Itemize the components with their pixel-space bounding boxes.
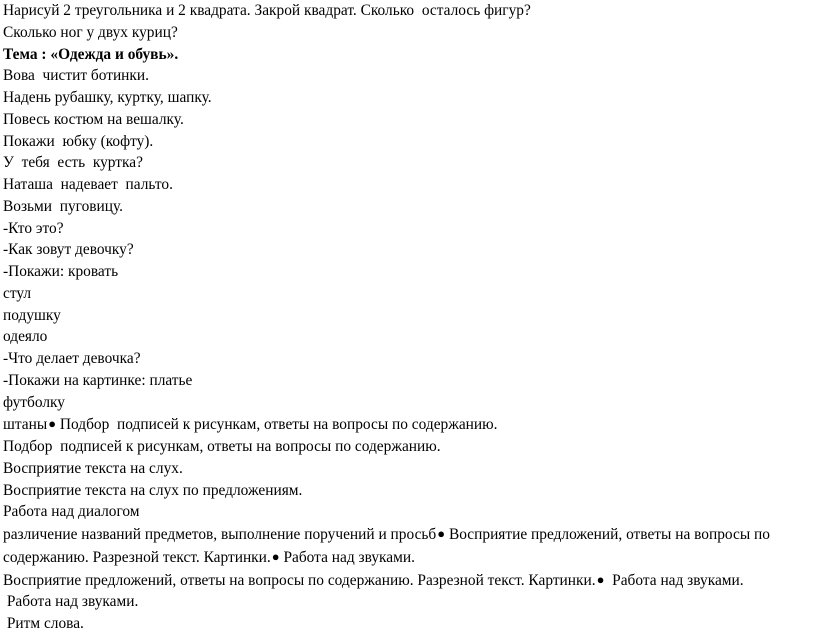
topic-heading: Тема : «Одежда и обувь». <box>3 45 179 63</box>
text-line: Возьми пуговицу. <box>3 197 124 215</box>
text-line: -Кто это? <box>3 219 64 237</box>
text-line: футболку <box>3 393 65 411</box>
text-line: Надень рубашку, куртку, шапку. <box>3 89 212 106</box>
text-line: -Что делает девочка? <box>3 350 141 367</box>
text-line: Сколько ног у двух куриц? <box>3 23 178 41</box>
text-fragment: Восприятие предложений, ответы на вопросы по содержанию. Разрезной текст. Картинки. <box>3 526 770 566</box>
bullet-icon: ● <box>596 571 605 587</box>
bullet-icon: ● <box>48 416 57 432</box>
text-line: Вова чистит ботинки. <box>3 67 149 85</box>
text-fragment: различение названий предметов, выполнение поручений и просьб <box>3 526 437 543</box>
document-page <box>3 0 813 635</box>
text-line: стул <box>3 284 32 302</box>
text-line: Подбор подписей к рисункам, ответы на вопросы по содержанию. <box>3 438 441 455</box>
text-line: Наташа надевает пальто. <box>3 176 173 193</box>
text-line: Восприятие текста на слух. <box>3 459 183 477</box>
text-line: -Покажи на картинке: платье <box>3 371 193 389</box>
bullet-icon: ● <box>437 526 446 541</box>
bullet-icon: ● <box>271 548 280 564</box>
text-line: Повесь костюм на вешалку. <box>3 110 184 128</box>
text-line: подушку <box>3 306 61 324</box>
text-line: Восприятие текста на слух по предложениям. <box>3 481 303 499</box>
text-line-with-bullet <box>3 413 813 436</box>
text-line: Работа над диалогом <box>3 503 140 521</box>
text-line: Ритм слова. <box>3 615 84 632</box>
text-fragment: Восприятие предложений, ответы на вопросы по содержанию. Разрезной текст. Картинки. <box>3 571 596 589</box>
text-line: одеяло <box>3 328 48 346</box>
text-line: -Как зовут девочку? <box>3 241 134 259</box>
text-line: Покажи юбку (кофту). <box>3 132 154 150</box>
paragraph <box>3 523 813 569</box>
text-fragment: Подбор подписей к рисункам, ответы на вопросы по содержанию. <box>56 416 498 434</box>
text-line: Нарисуй 2 треугольника и 2 квадрата. Закрой квадрат. Сколько осталось фигур? <box>3 2 531 19</box>
text-line-with-bullet <box>3 569 813 592</box>
text-fragment: Работа над звуками. <box>279 548 415 566</box>
text-line: Работа над звуками. <box>3 593 139 611</box>
text-fragment: штаны <box>3 416 48 434</box>
text-fragment: Работа над звуками. <box>604 571 744 589</box>
text-line: У тебя есть куртка? <box>3 154 143 172</box>
text-line: -Покажи: кровать <box>3 263 119 280</box>
